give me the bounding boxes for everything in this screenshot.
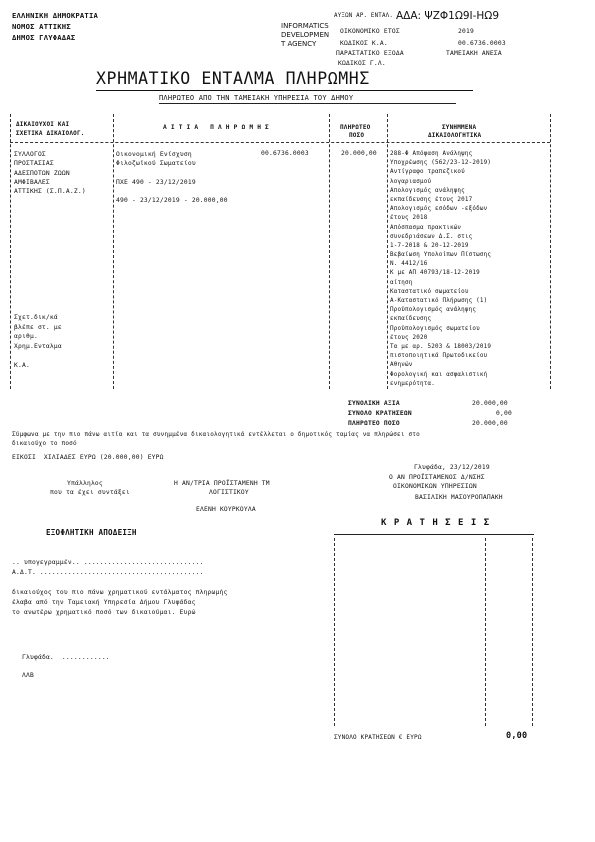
- deductions-title: Κ Ρ Α Τ Η Σ Ε Ι Σ: [381, 518, 491, 528]
- page-subtitle: ΠΛΗΡΩΤΕΟ ΑΠΟ ΤΗΝ ΤΑΜΕΙΑΚΗ ΥΠΗΡΕΣΙΑ ΤΟΥ ΔΗΜΟΥ: [159, 94, 354, 102]
- note-line: Κ.Α.: [14, 361, 30, 369]
- total-label-payable: ΠΛΗΡΩΤΕΟ ΠΟΣΟ: [348, 420, 400, 427]
- payee-line: ΑΜΦΙΒΑΛΕΣ: [14, 178, 50, 186]
- cause-line: Φιλοζωϊκού Σωματείου: [116, 160, 196, 168]
- attachment-line: έτους 2018: [390, 215, 428, 222]
- receipt-place: Γλυφάδα. ............: [22, 654, 110, 661]
- col1-header-2: ΣΧΕΤΙΚΑ ΔΙΚΑΙΟΛΟΓ.: [16, 130, 85, 137]
- payee-line: ΣΥΛΛΟΓΟΣ: [14, 151, 46, 158]
- cause-line: 490 - 23/12/2019 - 20.000,00: [116, 197, 228, 205]
- clerk-title-2: που τα έχει συντάξει: [50, 489, 130, 496]
- header-line-3: ΔΗΜΟΣ ΓΛΥΦΑΔΑΣ: [12, 33, 76, 42]
- deductions-divider: [485, 538, 486, 726]
- total-value-payable: 20.000,00: [472, 420, 508, 427]
- attachment-line: Απολογισμός ανάληψης: [390, 187, 465, 194]
- table-border-right: [550, 114, 551, 389]
- receipt-line: Α.Δ.Τ. .........................................: [12, 569, 204, 576]
- field-value-code: 00.6736.0003: [458, 40, 506, 47]
- attachment-line: Τα με αρ. 5203 & 18003/2019: [390, 343, 492, 350]
- cause-line: ΠΧΕ 490 - 23/12/2019: [116, 178, 196, 186]
- header-line-2: ΝΟΜΟΣ ΑΤΤΙΚΗΣ: [12, 22, 71, 31]
- attachment-line: Αντίγραφο τραπεζικού: [390, 169, 465, 176]
- total-value-gross: 20.000,00: [472, 400, 508, 407]
- stamp-line-1: INFORMATICS: [281, 22, 329, 30]
- attachments-list: [390, 150, 548, 389]
- receipt-code: ΛΛΒ: [22, 672, 34, 679]
- col3-header-1: ΠΛΗΡΩΤΕΟ: [340, 124, 371, 131]
- attachment-line: Απολογισμός εσόδων -εξόδων: [390, 206, 488, 213]
- note-line: αριθμ.: [14, 333, 38, 341]
- col3-header-2: ΠΟΣΟ: [349, 132, 365, 139]
- attachment-line: Φορολογική και ασφαλιστική: [390, 371, 488, 378]
- attachment-line: ενημερότητα.: [390, 380, 435, 387]
- note-line: βλέπε στ. με: [14, 323, 62, 331]
- title-underline: [96, 90, 473, 91]
- statement-line-1: Σύμφωνα με την πιο πάνω αιτία και τα συνημμένα δικαιολογητικά εντέλλεται ο δημοτικός ταμίας να πληρώσει στο: [12, 431, 420, 438]
- attachment-line: Βεβαίωση Υπολοίπων Πίστωσης: [390, 252, 492, 259]
- field-value-year: 2019: [458, 28, 474, 35]
- receipt-line: .. υπογεγραμμέν.. ..............................: [12, 559, 204, 566]
- ada-prefix: ΑΥΞΩΝ ΑΡ. ΕΝΤΑΛ.: [334, 13, 394, 19]
- attachment-line: έτους 2020: [390, 334, 428, 341]
- attachment-line: πιστοποιητικά Πρωτοδικείου: [390, 353, 488, 360]
- total-label-deductions: ΣΥΝΟΛΟ ΚΡΑΤΗΣΕΩΝ: [348, 410, 412, 417]
- official-title-1: Ο ΑΝ ΠΡΟΪΣΤΑΜΕΝΟΣ Δ/ΝΣΗΣ: [389, 474, 485, 481]
- table-header-separator: [10, 142, 550, 143]
- attachment-line: Ν. 4412/16: [390, 261, 428, 268]
- amount-in-words: ΕΙΚΟΣΙ ΧΙΛΙΑΔΕΣ ΕΥΡΩ (20.000,00) ΕΥΡΩ: [12, 454, 164, 461]
- deductions-border-right: [532, 538, 533, 726]
- stamp-line-3: T AGENCY: [281, 40, 317, 48]
- payee-notes: [14, 313, 112, 371]
- col2-header: Α Ι Τ Ι Α Π Λ Η Ρ Ω Μ Η Σ: [163, 124, 269, 131]
- official-name: ΒΑΣΙΛΙΚΗ ΜΑΣΟΥΡΟΠΑΠΑΚΗ: [415, 494, 503, 501]
- col4-header-2: ΔΙΚΑΙΟΛΟΓΗΤΙΚΑ: [428, 132, 482, 139]
- field-label-doc: ΠΑΡΑΣΤΑΤΙΚΟ ΕΞΟΔΑ: [336, 50, 404, 57]
- cause-line: [116, 169, 256, 178]
- payable-amount: 20.000,00: [341, 150, 377, 157]
- field-value-doc: ΤΑΜΕΙΑΚΗ ΑΝΕΣΑ: [446, 50, 502, 57]
- attachment-line: λογαριασμού: [390, 178, 432, 185]
- attachment-line: 1-7-2018 & 20-12-2019: [390, 242, 469, 249]
- attachment-line: Καταστατικό σωματείου: [390, 288, 469, 295]
- ada-code: ΑΔΑ: ΨΖΦ1Ω9Ι-ΗΩ9: [396, 10, 500, 22]
- field-label-year: ΟΙΚΟΝΟΜΙΚΟ ΕΤΟΣ: [340, 28, 400, 35]
- attachment-line: Προϋπολογισμός ανάληψης: [390, 307, 477, 314]
- receipt-body: [12, 558, 312, 618]
- table-divider-3: [387, 114, 388, 389]
- attachment-line: αίτηση: [390, 279, 413, 286]
- payee-line: ΠΡΟΣΤΑΣΙΑΣ: [14, 160, 54, 168]
- deductions-top-line: [334, 534, 534, 535]
- field-label-code: ΚΩΔΙΚΟΣ Κ.Α.: [340, 40, 388, 47]
- receipt-title: ΕΞΟΦΛΗΤΙΚΗ ΑΠΟΔΕΙΞΗ: [46, 528, 137, 537]
- attachment-line: Απόσπασμα πρακτικών: [390, 224, 462, 231]
- table-divider-2: [329, 114, 330, 389]
- note-line: Σχετ.δικ/κά: [14, 314, 58, 321]
- payee-list: [14, 150, 112, 196]
- header-line-1: ΕΛΛΗΝΙΚΗ ΔΗΜΟΚΡΑΤΙΑ: [12, 11, 99, 20]
- attachment-line: συνεδριάσεων Δ.Σ. στις: [390, 233, 473, 240]
- total-label-gross: ΣΥΝΟΛΙΚΗ ΑΞΙΑ: [348, 400, 400, 407]
- attachment-line: 288-Φ Απόφαση Ανάληψης: [390, 151, 473, 157]
- payee-line: ΑΤΤΙΚΗΣ (Σ.Π.Α.Ζ.): [14, 188, 86, 196]
- attachment-line: Αθηνών: [390, 362, 413, 369]
- table-divider-1: [113, 114, 114, 389]
- attachment-line: εκπαίδευσης έτους 2017: [390, 196, 473, 203]
- col4-header-1: ΣΥΝΗΜΜΕΝΑ: [442, 124, 477, 131]
- attachment-line: εκπαίδευσης: [390, 316, 432, 323]
- clerk-title-1: Υπάλληλος: [67, 480, 103, 487]
- head-title-2: ΛΟΓΙΣΤΙΚΟΥ: [209, 489, 249, 496]
- note-line: Χρημ.Ενταλμα: [14, 342, 62, 350]
- cause-list: [116, 150, 256, 206]
- cause-code: 00.6736.0003: [261, 150, 309, 157]
- receipt-line: [12, 578, 312, 588]
- col1-header-1: ΔΙΚΑΙΟΥΧΟΙ ΚΑΙ: [16, 121, 70, 128]
- deductions-total-value: 0,00: [506, 731, 528, 741]
- attachment-line: Προϋπολογισμός σωματείου: [390, 325, 480, 332]
- official-title-2: ΟΙΚΟΝΟΜΙΚΩΝ ΥΠΗΡΕΣΙΩΝ: [393, 483, 477, 490]
- total-value-deductions: 0,00: [496, 410, 512, 417]
- page-title: ΧΡΗΜΑΤΙΚΟ ΕΝΤΑΛΜΑ ΠΛΗΡΩΜΗΣ: [96, 69, 370, 88]
- head-name: ΕΛΕΝΗ ΚΟΥΡΚΟΥΛΑ: [196, 506, 256, 513]
- field-label-gl: ΚΩΔΙΚΟΣ Γ.Λ.: [338, 60, 386, 67]
- table-border-left: [10, 114, 11, 389]
- payee-line: ΑΔΕΣΠΟΤΩΝ ΖΩΩΝ: [14, 169, 70, 177]
- receipt-line: δικαιούχος του πιο πάνω χρηματικού εντάλματος πληρωμής: [12, 589, 228, 596]
- statement-line-2: δικαιούχο το ποσό: [12, 440, 77, 447]
- attachment-line: Α-Καταστατικό Πλήρωσης (1): [390, 298, 488, 304]
- attachment-line: Κ με ΑΠ 40793/18-12-2019: [390, 270, 480, 277]
- subtitle-underline: [159, 103, 456, 104]
- deductions-total-label: ΣΥΝΟΛΟ ΚΡΑΤΗΣΕΩΝ € ΕΥΡΩ: [334, 734, 422, 741]
- cause-line: Οικονομική Ενίσχυση: [116, 151, 192, 158]
- head-title-1: Η ΑΝ/ΤΡΙΑ ΠΡΟΪΣΤΑΜΕΝΗ ΤΜ: [174, 480, 270, 487]
- stamp-line-2: DEVELOPMEN: [281, 31, 330, 39]
- note-line: [14, 351, 112, 361]
- cause-line: [116, 187, 256, 196]
- deductions-border-left: [334, 538, 335, 726]
- receipt-line: το ανωτέρω χρηματικό ποσό των δικαιούμαι. Ευρώ: [12, 609, 196, 616]
- place-date: Γλυφάδα, 23/12/2019: [414, 464, 490, 471]
- attachment-line: Υποχρέωσης (562/23-12-2019): [390, 160, 492, 167]
- receipt-line: έλαβα από την Ταμειακή Υπηρεσία Δήμου Γλυφάδας: [12, 599, 196, 606]
